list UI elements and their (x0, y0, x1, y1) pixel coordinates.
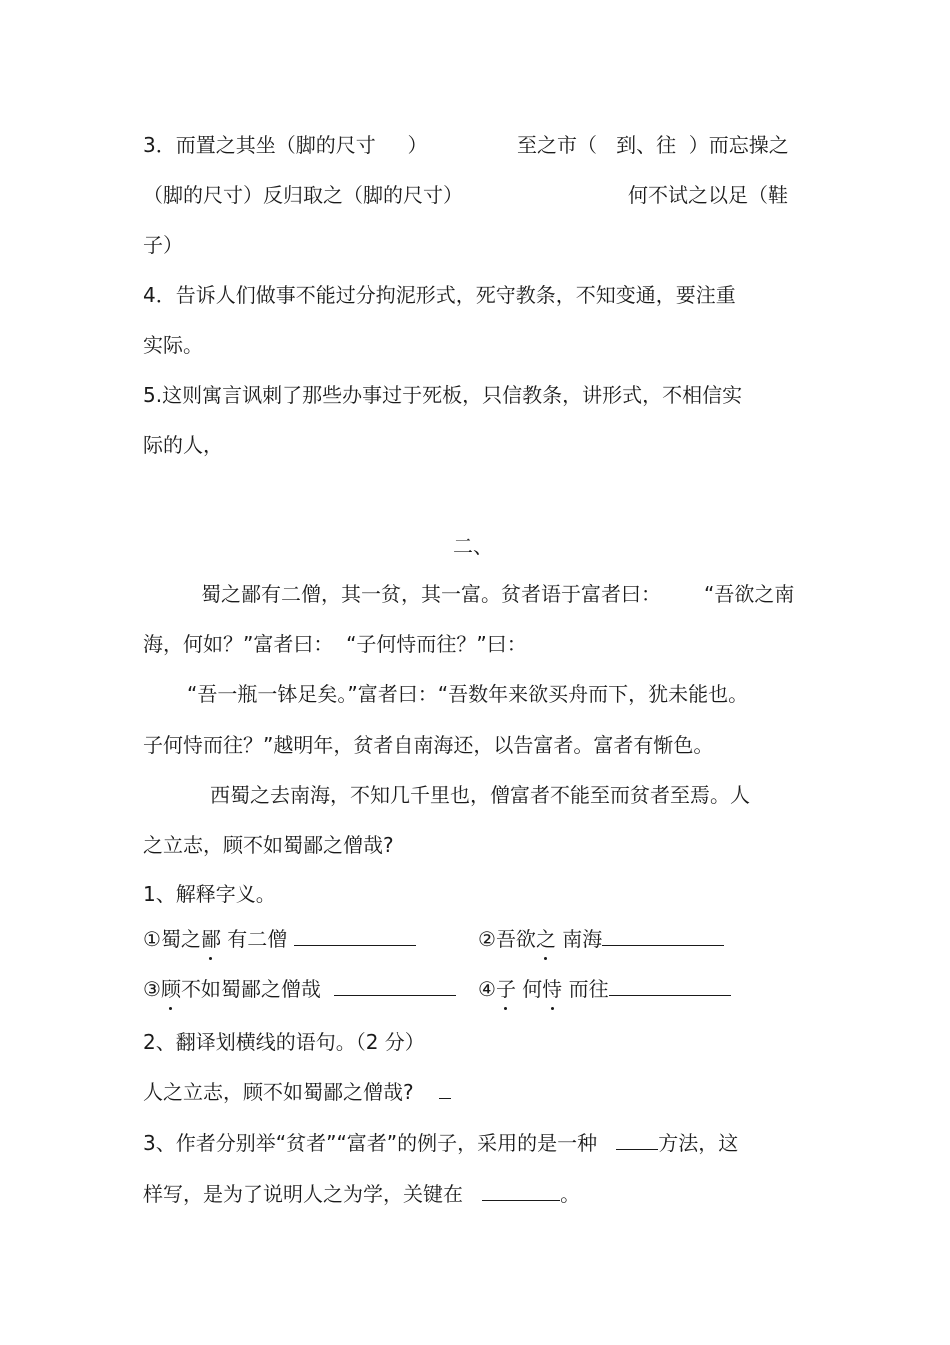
p1-q4-line1: 4．告诉人们做事不能过分拘泥形式，死守教条，不知变通，要注重 (143, 283, 736, 307)
q2-gap (414, 1080, 439, 1104)
p1-q3-line1a: 3．而置之其坐（脚的尺寸 ） (143, 133, 428, 157)
passage-p3-line2: 之立志，顾不如蜀鄙之僧哉? (143, 833, 394, 857)
q3-line1-text: 3、作者分别举“贫者”“富者”的例子，采用的是一种 (143, 1131, 598, 1155)
q3-line2-end: 。 (560, 1182, 581, 1206)
q1-item1 (143, 925, 416, 953)
item4-dotted-char-1: 子 (495, 977, 516, 1001)
passage-p1-line1a: 蜀之鄙有二僧，其一贫，其一富。贫者语于富者曰： (201, 582, 661, 606)
q3-gap1 (597, 1131, 616, 1155)
q3-key-blank[interactable] (482, 1180, 560, 1201)
item3-dotted-char: 顾 (160, 977, 181, 1001)
item3-num: ③ (143, 977, 161, 1001)
passage-p1-line1b: “吾欲之南 (704, 582, 795, 606)
p1-q3-line2a: （脚的尺寸）反归取之（脚的尺寸） (143, 183, 463, 207)
item2-dotted-char: 之 (535, 927, 556, 951)
item4-num: ④ (478, 977, 496, 1001)
part2-heading: 二、 (453, 534, 493, 558)
item4-post: 而往 (562, 977, 609, 1001)
item4-dotted-char-2: 恃 (542, 977, 563, 1001)
q1-item4 (478, 975, 731, 1003)
item1-dotted-char: 鄙 (200, 927, 221, 951)
passage-p2-line1: “吾一瓶一钵足矣。”富者曰：“吾数年来欲买舟而下，犹未能也。 (187, 682, 749, 706)
item4-mid: 何 (515, 977, 543, 1001)
passage-p3-line1: 西蜀之去南海，不知几千里也，僧富者不能至而贫者至焉。人 (210, 783, 750, 807)
p1-q5-line1: 5.这则寓言讽刺了那些办事过于死板，只信教条，讲形式，不相信实 (143, 383, 743, 407)
item4-answer-blank[interactable] (609, 975, 731, 996)
item2-answer-blank[interactable] (602, 925, 724, 946)
q3-line1 (143, 1129, 738, 1157)
q3-method-blank[interactable] (616, 1129, 658, 1150)
q1-item2 (478, 925, 724, 953)
q1-item3 (143, 975, 456, 1003)
p1-q3-line1b: 至之市（ 到、往 ）而忘操之 (517, 133, 789, 157)
p1-q5-line2: 际的人， (143, 433, 223, 457)
item1-num: ① (143, 927, 161, 951)
item1-pre: 蜀之 (160, 927, 201, 951)
q2-title: 2、翻译划横线的语句。（2 分） (143, 1030, 425, 1054)
q3-line2 (143, 1180, 580, 1208)
p1-q4-line2: 实际。 (143, 333, 203, 357)
q1-title: 1、解释字义。 (143, 882, 276, 906)
q2-sentence-line (143, 1078, 451, 1106)
q3-line1-end: 方法，这 (658, 1131, 739, 1155)
q2-answer-blank[interactable] (439, 1078, 451, 1099)
item2-pre: 吾欲 (495, 927, 536, 951)
p1-q3-line3: 子） (143, 233, 183, 257)
q2-sentence: 人之立志，顾不如蜀鄙之僧哉? (143, 1080, 414, 1104)
item1-answer-blank[interactable] (294, 925, 416, 946)
item2-post: 南海 (555, 927, 603, 951)
q3-line2-text: 样写，是为了说明人之为学，关键在 (143, 1182, 463, 1206)
passage-p2-line2: 子何恃而往？”越明年，贫者自南海还，以告富者。富者有惭色。 (143, 733, 714, 757)
q3-gap2 (463, 1182, 482, 1206)
p1-q3-line2b: 何不试之以足（鞋 (628, 183, 788, 207)
item3-answer-blank[interactable] (334, 975, 456, 996)
item2-num: ② (478, 927, 496, 951)
item1-post: 有二僧 (220, 927, 288, 951)
item3-gap (321, 977, 334, 1001)
passage-p1-line2: 海，何如？”富者曰： “子何恃而往？”曰： (143, 632, 527, 656)
item3-post: 不如蜀鄙之僧哉 (180, 977, 321, 1001)
